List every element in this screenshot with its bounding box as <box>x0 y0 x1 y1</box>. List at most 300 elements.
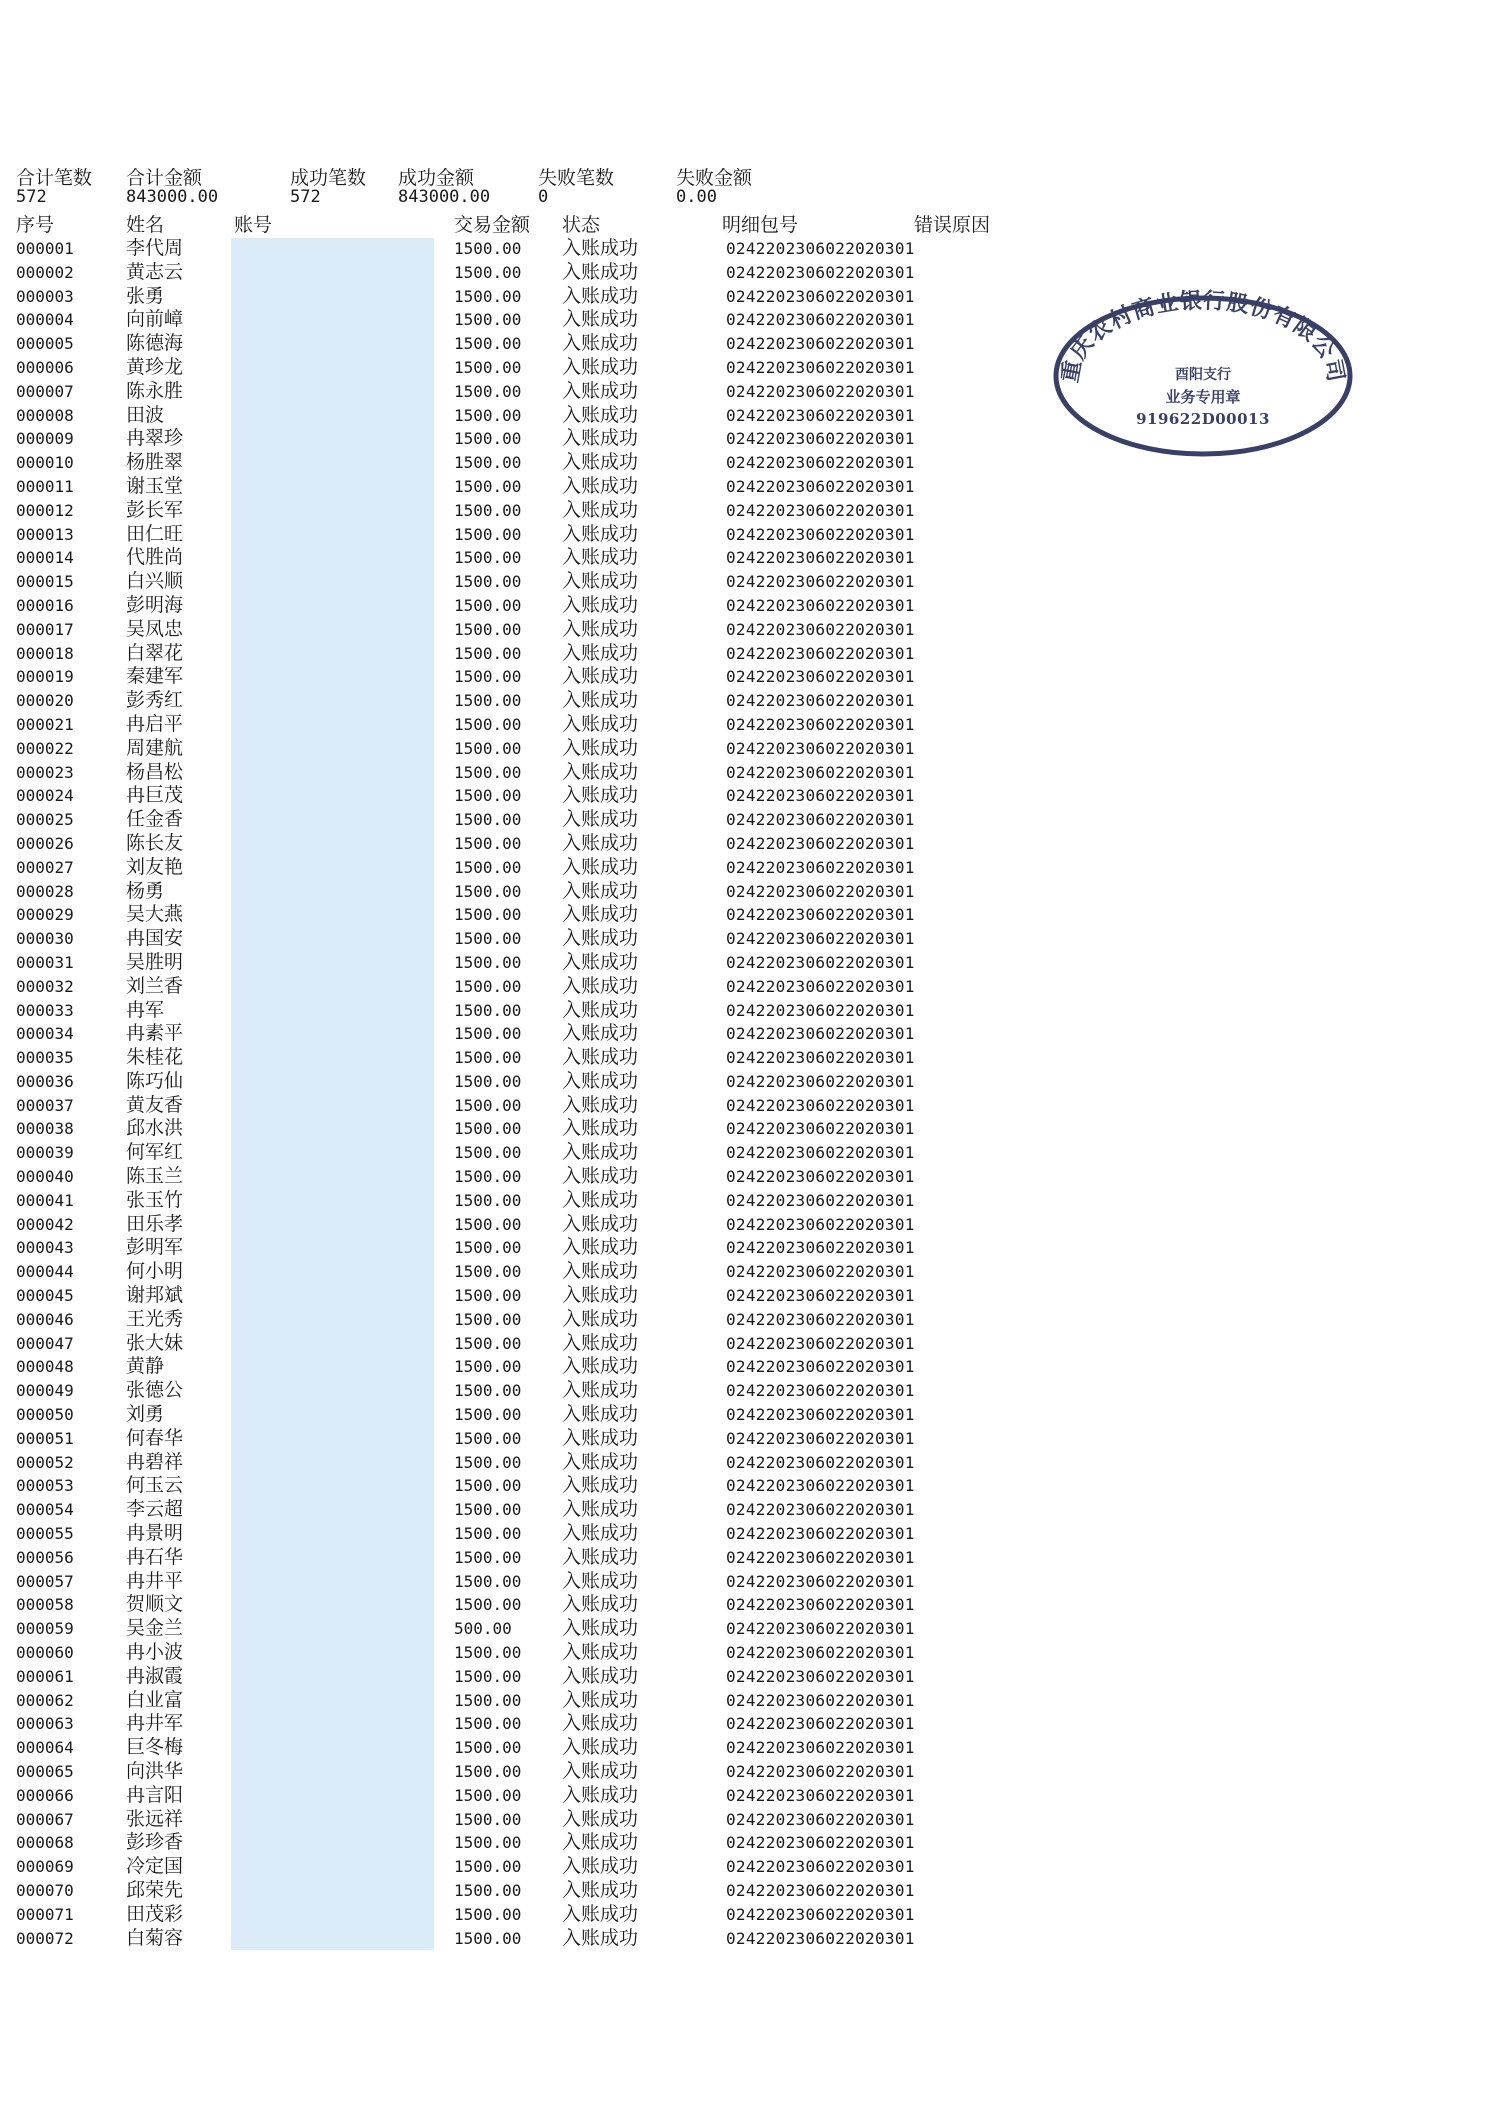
row-status: 入账成功 <box>562 641 639 664</box>
row-status: 入账成功 <box>562 831 639 854</box>
row-amount: 1500.00 <box>454 1904 522 1924</box>
row-amount: 1500.00 <box>454 1928 522 1948</box>
row-name: 何春华 <box>126 1426 184 1449</box>
row-amount: 1500.00 <box>454 1666 522 1686</box>
row-amount: 1500.00 <box>454 310 522 330</box>
row-detail-pkg: 0242202306022020301 <box>726 1333 915 1353</box>
row-seq: 000063 <box>16 1714 74 1734</box>
row-amount: 1500.00 <box>454 905 522 925</box>
row-seq: 000044 <box>16 1262 74 1282</box>
row-seq: 000052 <box>16 1452 74 1472</box>
row-name: 向前嶂 <box>126 308 184 331</box>
row-amount: 1500.00 <box>454 1524 522 1544</box>
table-row <box>0 570 1488 594</box>
row-seq: 000030 <box>16 929 74 949</box>
row-detail-pkg: 0242202306022020301 <box>726 1476 915 1496</box>
row-amount: 1500.00 <box>454 1095 522 1115</box>
row-name: 黄静 <box>126 1355 165 1378</box>
row-amount: 1500.00 <box>454 1309 522 1329</box>
row-name: 吴金兰 <box>126 1617 184 1640</box>
row-seq: 000043 <box>16 1238 74 1258</box>
row-amount: 1500.00 <box>454 1833 522 1853</box>
row-name: 田仁旺 <box>126 522 184 545</box>
row-status: 入账成功 <box>562 1878 639 1901</box>
row-detail-pkg: 0242202306022020301 <box>726 1381 915 1401</box>
row-seq: 000033 <box>16 1000 74 1020</box>
table-row <box>0 713 1488 737</box>
fail-count-value: 0 <box>538 187 549 207</box>
table-row <box>0 1236 1488 1260</box>
row-status: 入账成功 <box>562 1141 639 1164</box>
row-name: 吴大燕 <box>126 903 184 926</box>
table-row <box>0 689 1488 713</box>
table-row <box>0 1451 1488 1475</box>
row-detail-pkg: 0242202306022020301 <box>726 1452 915 1472</box>
row-seq: 000004 <box>16 310 74 330</box>
row-detail-pkg: 0242202306022020301 <box>726 905 915 925</box>
row-name: 陈永胜 <box>126 379 184 402</box>
row-detail-pkg: 0242202306022020301 <box>726 1238 915 1258</box>
row-name: 吴凤忠 <box>126 617 184 640</box>
seal-code: 919622D00013 <box>1136 410 1270 428</box>
row-seq: 000041 <box>16 1190 74 1210</box>
row-detail-pkg: 0242202306022020301 <box>726 357 915 377</box>
row-status: 入账成功 <box>562 1165 639 1188</box>
row-seq: 000015 <box>16 572 74 592</box>
table-row <box>0 1474 1488 1498</box>
row-seq: 000013 <box>16 524 74 544</box>
row-amount: 1500.00 <box>454 1476 522 1496</box>
row-seq: 000025 <box>16 810 74 830</box>
row-name: 黄珍龙 <box>126 355 184 378</box>
table-row <box>0 1689 1488 1713</box>
row-amount: 1500.00 <box>454 952 522 972</box>
row-amount: 1500.00 <box>454 714 522 734</box>
row-name: 冉井军 <box>126 1712 184 1735</box>
row-name: 彭珍香 <box>126 1831 184 1854</box>
table-row <box>0 642 1488 666</box>
row-name: 彭秀红 <box>126 689 184 712</box>
row-status: 入账成功 <box>562 1926 639 1949</box>
table-row <box>0 903 1488 927</box>
table-row <box>0 261 1488 285</box>
row-detail-pkg: 0242202306022020301 <box>726 714 915 734</box>
row-name: 彭明海 <box>126 593 184 616</box>
row-status: 入账成功 <box>562 736 639 759</box>
row-name: 陈巧仙 <box>126 1069 184 1092</box>
row-status: 入账成功 <box>562 522 639 545</box>
row-seq: 000069 <box>16 1857 74 1877</box>
table-row <box>0 1903 1488 1927</box>
row-name: 谢邦斌 <box>126 1284 184 1307</box>
row-status: 入账成功 <box>562 879 639 902</box>
row-status: 入账成功 <box>562 593 639 616</box>
row-name: 白兴顺 <box>126 570 184 593</box>
row-seq: 000021 <box>16 714 74 734</box>
table-row <box>0 880 1488 904</box>
row-detail-pkg: 0242202306022020301 <box>726 1262 915 1282</box>
row-status: 入账成功 <box>562 1236 639 1259</box>
row-amount: 1500.00 <box>454 286 522 306</box>
row-detail-pkg: 0242202306022020301 <box>726 1000 915 1020</box>
row-seq: 000017 <box>16 619 74 639</box>
total-amount-label: 合计金额 <box>126 167 203 189</box>
row-amount: 1500.00 <box>454 429 522 449</box>
row-detail-pkg: 0242202306022020301 <box>726 1595 915 1615</box>
row-detail-pkg: 0242202306022020301 <box>726 738 915 758</box>
row-seq: 000046 <box>16 1309 74 1329</box>
row-detail-pkg: 0242202306022020301 <box>726 334 915 354</box>
success-count-value: 572 <box>290 187 321 207</box>
row-amount: 1500.00 <box>454 691 522 711</box>
row-amount: 1500.00 <box>454 548 522 568</box>
row-name: 邱荣先 <box>126 1878 184 1901</box>
row-status: 入账成功 <box>562 1760 639 1782</box>
row-name: 冷定国 <box>126 1855 184 1878</box>
row-status: 入账成功 <box>562 927 639 950</box>
row-detail-pkg: 0242202306022020301 <box>726 1762 915 1781</box>
row-name: 白菊容 <box>126 1926 184 1949</box>
row-detail-pkg: 0242202306022020301 <box>726 1571 915 1591</box>
row-detail-pkg: 0242202306022020301 <box>726 1143 915 1163</box>
row-detail-pkg: 0242202306022020301 <box>726 1714 915 1734</box>
row-status: 入账成功 <box>562 1855 639 1878</box>
row-seq: 000057 <box>16 1571 74 1591</box>
row-amount: 1500.00 <box>454 833 522 853</box>
row-amount: 1500.00 <box>454 810 522 830</box>
row-amount: 1500.00 <box>454 572 522 592</box>
row-status: 入账成功 <box>562 403 639 426</box>
row-status: 入账成功 <box>562 1522 639 1545</box>
row-status: 入账成功 <box>562 1355 639 1378</box>
table-row <box>0 856 1488 880</box>
row-amount: 1500.00 <box>454 357 522 377</box>
row-detail-pkg: 0242202306022020301 <box>726 1785 915 1805</box>
table-row <box>0 1712 1488 1736</box>
table-row <box>0 618 1488 642</box>
row-name: 朱桂花 <box>126 1046 184 1069</box>
row-amount: 1500.00 <box>454 476 522 496</box>
row-amount: 1500.00 <box>454 762 522 782</box>
row-detail-pkg: 0242202306022020301 <box>726 310 915 330</box>
row-status: 入账成功 <box>562 974 639 997</box>
row-detail-pkg: 0242202306022020301 <box>726 1928 915 1948</box>
row-name: 邱水洪 <box>126 1117 184 1140</box>
row-amount: 1500.00 <box>454 1547 522 1567</box>
row-amount: 1500.00 <box>454 1880 522 1900</box>
row-detail-pkg: 0242202306022020301 <box>726 1048 915 1068</box>
table-row <box>0 1808 1488 1832</box>
row-seq: 000055 <box>16 1524 74 1544</box>
row-seq: 000038 <box>16 1119 74 1139</box>
col-header-detail-pkg: 明细包号 <box>722 214 799 236</box>
row-detail-pkg: 0242202306022020301 <box>726 1904 915 1924</box>
row-name: 黄志云 <box>126 260 184 283</box>
table-row <box>0 1522 1488 1546</box>
row-detail-pkg: 0242202306022020301 <box>726 429 915 449</box>
row-detail-pkg: 0242202306022020301 <box>726 1214 915 1234</box>
table-row <box>0 975 1488 999</box>
row-name: 冉小波 <box>126 1641 184 1664</box>
table-row <box>0 1022 1488 1046</box>
row-detail-pkg: 0242202306022020301 <box>726 524 915 544</box>
row-name: 秦建军 <box>126 665 184 688</box>
row-detail-pkg: 0242202306022020301 <box>726 1738 915 1758</box>
row-name: 冉巨茂 <box>126 784 184 807</box>
table-row <box>0 784 1488 808</box>
row-seq: 000072 <box>16 1928 74 1948</box>
row-status: 入账成功 <box>562 1069 639 1092</box>
row-name: 杨勇 <box>126 879 165 902</box>
row-detail-pkg: 0242202306022020301 <box>726 1071 915 1091</box>
row-amount: 1500.00 <box>454 1595 522 1615</box>
row-seq: 000029 <box>16 905 74 925</box>
row-seq: 000019 <box>16 667 74 687</box>
row-status: 入账成功 <box>562 379 639 402</box>
row-seq: 000022 <box>16 738 74 758</box>
row-amount: 1500.00 <box>454 262 522 282</box>
row-name: 张玉竹 <box>126 1188 184 1211</box>
table-row <box>0 1546 1488 1570</box>
row-seq: 000035 <box>16 1048 74 1068</box>
row-detail-pkg: 0242202306022020301 <box>726 952 915 972</box>
row-status: 入账成功 <box>562 1688 639 1711</box>
row-name: 冉启平 <box>126 712 184 735</box>
col-header-error: 错误原因 <box>914 214 991 236</box>
row-seq: 000028 <box>16 881 74 901</box>
row-amount: 1500.00 <box>454 1333 522 1353</box>
row-detail-pkg: 0242202306022020301 <box>726 1857 915 1877</box>
row-status: 入账成功 <box>562 260 639 283</box>
row-detail-pkg: 0242202306022020301 <box>726 1167 915 1187</box>
row-name: 彭明军 <box>126 1236 184 1259</box>
row-seq: 000012 <box>16 500 74 520</box>
row-amount: 1500.00 <box>454 929 522 949</box>
row-seq: 000042 <box>16 1214 74 1234</box>
row-status: 入账成功 <box>562 1307 639 1330</box>
row-detail-pkg: 0242202306022020301 <box>726 1643 915 1663</box>
row-seq: 000054 <box>16 1500 74 1520</box>
row-name: 刘勇 <box>126 1403 165 1426</box>
row-status: 入账成功 <box>562 1331 639 1354</box>
row-name: 张德公 <box>126 1379 184 1402</box>
row-amount: 1500.00 <box>454 1119 522 1139</box>
total-amount-value: 843000.00 <box>126 187 219 207</box>
row-detail-pkg: 0242202306022020301 <box>726 262 915 282</box>
row-seq: 000056 <box>16 1547 74 1567</box>
table-row <box>0 1189 1488 1213</box>
row-status: 入账成功 <box>562 855 639 878</box>
table-row <box>0 1046 1488 1070</box>
table-row <box>0 1403 1488 1427</box>
row-status: 入账成功 <box>562 1022 639 1045</box>
row-amount: 1500.00 <box>454 1643 522 1663</box>
row-seq: 000045 <box>16 1286 74 1306</box>
row-detail-pkg: 0242202306022020301 <box>726 1619 915 1639</box>
row-seq: 000023 <box>16 762 74 782</box>
row-status: 入账成功 <box>562 903 639 926</box>
row-status: 入账成功 <box>562 1046 639 1069</box>
row-status: 入账成功 <box>562 1641 639 1664</box>
row-detail-pkg: 0242202306022020301 <box>726 857 915 877</box>
row-status: 入账成功 <box>562 689 639 712</box>
row-status: 入账成功 <box>562 1284 639 1307</box>
row-name: 王光秀 <box>126 1307 184 1330</box>
row-detail-pkg: 0242202306022020301 <box>726 381 915 401</box>
col-header-amount: 交易金额 <box>454 214 531 236</box>
row-seq: 000064 <box>16 1738 74 1758</box>
row-detail-pkg: 0242202306022020301 <box>726 476 915 496</box>
table-row <box>0 1117 1488 1141</box>
row-seq: 000001 <box>16 239 74 258</box>
row-amount: 1500.00 <box>454 976 522 996</box>
row-status: 入账成功 <box>562 570 639 593</box>
row-detail-pkg: 0242202306022020301 <box>726 548 915 568</box>
row-name: 田茂彩 <box>126 1902 184 1925</box>
row-status: 入账成功 <box>562 1426 639 1449</box>
row-name: 黄友香 <box>126 1093 184 1116</box>
row-amount: 1500.00 <box>454 786 522 806</box>
row-name: 张大妹 <box>126 1331 184 1354</box>
row-status: 入账成功 <box>562 1712 639 1735</box>
row-name: 任金香 <box>126 808 184 831</box>
table-row <box>0 1498 1488 1522</box>
table-row <box>0 1379 1488 1403</box>
row-status: 入账成功 <box>562 1736 639 1759</box>
fail-amount-label: 失败金额 <box>676 167 753 189</box>
row-seq: 000060 <box>16 1643 74 1663</box>
row-status: 入账成功 <box>562 712 639 735</box>
total-count-value: 572 <box>16 187 47 207</box>
row-status: 入账成功 <box>562 284 639 307</box>
table-row <box>0 1284 1488 1308</box>
row-detail-pkg: 0242202306022020301 <box>726 1880 915 1900</box>
row-amount: 1500.00 <box>454 1381 522 1401</box>
row-detail-pkg: 0242202306022020301 <box>726 595 915 615</box>
row-seq: 000010 <box>16 453 74 473</box>
row-name: 冉石华 <box>126 1545 184 1568</box>
row-status: 入账成功 <box>562 355 639 378</box>
row-seq: 000061 <box>16 1666 74 1686</box>
row-detail-pkg: 0242202306022020301 <box>726 810 915 830</box>
row-name: 陈玉兰 <box>126 1165 184 1188</box>
table-row <box>0 523 1488 547</box>
col-header-seq: 序号 <box>16 214 55 236</box>
row-amount: 1500.00 <box>454 500 522 520</box>
row-amount: 1500.00 <box>454 1714 522 1734</box>
row-name: 李云超 <box>126 1498 184 1521</box>
row-detail-pkg: 0242202306022020301 <box>726 1357 915 1377</box>
row-status: 入账成功 <box>562 237 639 259</box>
row-name: 田波 <box>126 403 165 426</box>
table-row <box>0 665 1488 689</box>
row-status: 入账成功 <box>562 1498 639 1521</box>
total-count-label: 合计笔数 <box>16 167 93 189</box>
table-row <box>0 1593 1488 1617</box>
row-amount: 1500.00 <box>454 1452 522 1472</box>
row-amount: 1500.00 <box>454 453 522 473</box>
row-status: 入账成功 <box>562 1450 639 1473</box>
table-row <box>0 927 1488 951</box>
row-status: 入账成功 <box>562 1617 639 1640</box>
row-seq: 000068 <box>16 1833 74 1853</box>
row-name: 向洪华 <box>126 1760 184 1782</box>
row-detail-pkg: 0242202306022020301 <box>726 572 915 592</box>
table-row <box>0 475 1488 499</box>
row-status: 入账成功 <box>562 1403 639 1426</box>
row-name: 何军红 <box>126 1141 184 1164</box>
table-row <box>0 1617 1488 1641</box>
success-amount-label: 成功金额 <box>398 167 475 189</box>
row-status: 入账成功 <box>562 665 639 688</box>
row-detail-pkg: 0242202306022020301 <box>726 833 915 853</box>
success-count-label: 成功笔数 <box>290 167 367 189</box>
row-status: 入账成功 <box>562 1260 639 1283</box>
row-amount: 1500.00 <box>454 334 522 354</box>
row-amount: 1500.00 <box>454 1762 522 1781</box>
row-seq: 000034 <box>16 1024 74 1044</box>
row-amount: 1500.00 <box>454 1000 522 1020</box>
table-row <box>0 951 1488 975</box>
row-detail-pkg: 0242202306022020301 <box>726 762 915 782</box>
bank-seal <box>1048 288 1358 458</box>
row-status: 入账成功 <box>562 1783 639 1806</box>
row-detail-pkg: 0242202306022020301 <box>726 1547 915 1567</box>
row-seq: 000066 <box>16 1785 74 1805</box>
row-name: 陈德海 <box>126 332 184 355</box>
row-seq: 000026 <box>16 833 74 853</box>
row-detail-pkg: 0242202306022020301 <box>726 239 915 258</box>
row-status: 入账成功 <box>562 784 639 807</box>
row-amount: 1500.00 <box>454 1857 522 1877</box>
row-name: 冉军 <box>126 998 165 1021</box>
table-row <box>0 1831 1488 1855</box>
success-amount-value: 843000.00 <box>398 187 491 207</box>
seal-purpose: 业务专用章 <box>1165 388 1241 406</box>
row-name: 何小明 <box>126 1260 184 1283</box>
row-seq: 000058 <box>16 1595 74 1615</box>
table-row <box>0 594 1488 618</box>
row-seq: 000002 <box>16 262 74 282</box>
row-seq: 000062 <box>16 1690 74 1710</box>
row-detail-pkg: 0242202306022020301 <box>726 1833 915 1853</box>
col-header-account: 账号 <box>234 214 273 236</box>
row-detail-pkg: 0242202306022020301 <box>726 1524 915 1544</box>
table-row <box>0 499 1488 523</box>
row-status: 入账成功 <box>562 1807 639 1830</box>
row-amount: 1500.00 <box>454 1500 522 1520</box>
row-status: 入账成功 <box>562 1569 639 1592</box>
row-name: 代胜尚 <box>126 546 184 569</box>
row-amount: 1500.00 <box>454 1428 522 1448</box>
table-row <box>0 1141 1488 1165</box>
row-status: 入账成功 <box>562 451 639 474</box>
row-seq: 000031 <box>16 952 74 972</box>
row-amount: 1500.00 <box>454 738 522 758</box>
row-amount: 1500.00 <box>454 1214 522 1234</box>
table-row <box>0 1094 1488 1118</box>
row-name: 杨昌松 <box>126 760 184 783</box>
table-row <box>0 1355 1488 1379</box>
row-amount: 1500.00 <box>454 643 522 663</box>
row-name: 白翠花 <box>126 641 184 664</box>
row-name: 冉淑霞 <box>126 1664 184 1687</box>
row-detail-pkg: 0242202306022020301 <box>726 976 915 996</box>
row-seq: 000048 <box>16 1357 74 1377</box>
table-row <box>0 1665 1488 1689</box>
row-name: 张勇 <box>126 284 165 307</box>
row-detail-pkg: 0242202306022020301 <box>726 453 915 473</box>
